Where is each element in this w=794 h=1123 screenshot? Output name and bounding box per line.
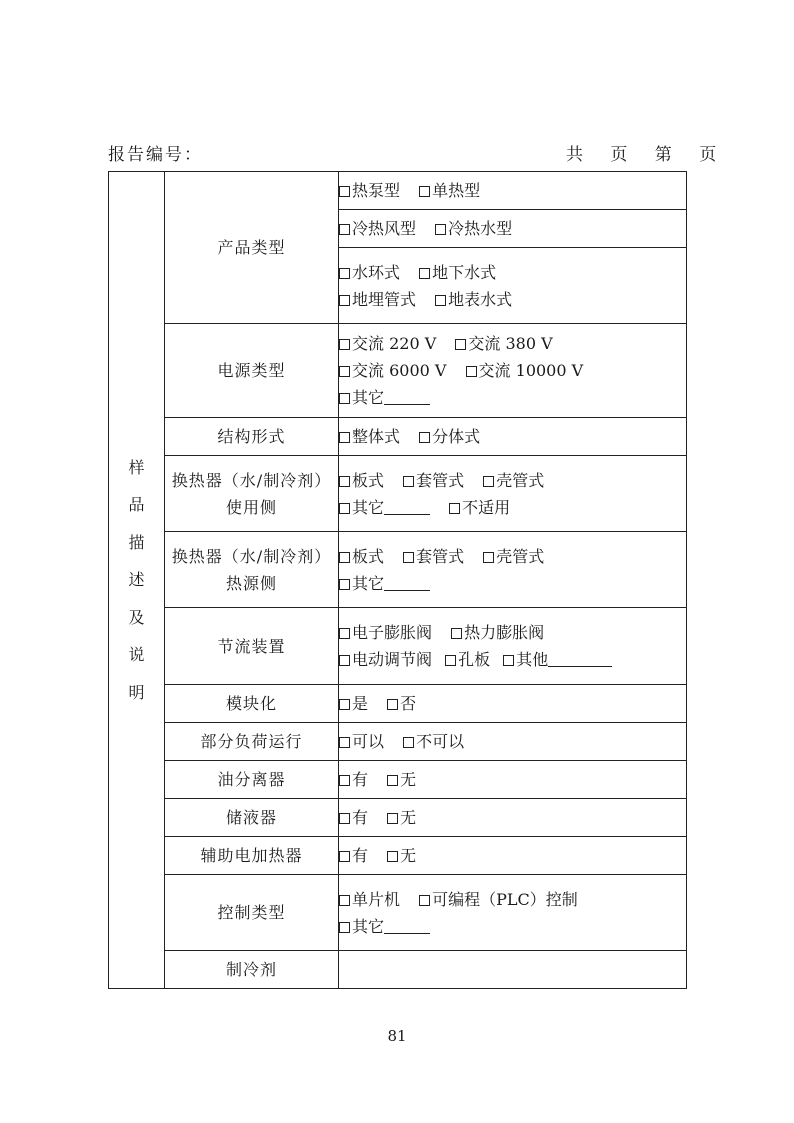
power-type-options — [339, 324, 687, 418]
checkbox[interactable] — [435, 224, 446, 235]
checkbox-option[interactable]: 不适用 — [449, 494, 510, 521]
checkbox-option[interactable]: 地下水式 — [419, 259, 496, 286]
checkbox-option[interactable]: 单热型 — [419, 177, 480, 204]
checkbox[interactable] — [339, 579, 350, 590]
checkbox-option[interactable]: 冷热风型 — [339, 215, 416, 242]
checkbox-option[interactable]: 地埋管式 — [339, 286, 416, 313]
checkbox[interactable] — [387, 851, 398, 862]
checkbox[interactable] — [503, 655, 514, 666]
checkbox-option[interactable]: 其它 — [339, 494, 430, 521]
checkbox[interactable] — [339, 186, 350, 197]
section-label: 样 品 描 述 及 说 明 — [128, 457, 145, 702]
page-number: 81 — [387, 1027, 407, 1045]
checkbox-option[interactable]: 可编程（PLC）控制 — [419, 886, 578, 913]
checkbox-option[interactable]: 否 — [387, 690, 416, 717]
checkbox[interactable] — [455, 339, 466, 350]
checkbox-option[interactable]: 板式 — [339, 467, 384, 494]
row-label-aux-heater: 辅助电加热器 — [165, 837, 339, 875]
checkbox-option[interactable]: 无 — [387, 804, 416, 831]
control-type-options — [339, 875, 687, 951]
checkbox[interactable] — [449, 503, 460, 514]
product-type-options-3 — [339, 248, 687, 324]
checkbox-option[interactable]: 整体式 — [339, 423, 400, 450]
fill-in-blank[interactable] — [548, 652, 612, 667]
checkbox-option[interactable]: 其它 — [339, 384, 430, 411]
refrigerant-value-field[interactable] — [339, 951, 687, 989]
checkbox-option[interactable]: 电动调节阀 — [339, 646, 432, 673]
checkbox[interactable] — [339, 699, 350, 710]
row-label-refrigerant: 制冷剂 — [165, 951, 339, 989]
checkbox[interactable] — [387, 813, 398, 824]
modular-options — [339, 685, 687, 723]
checkbox-option[interactable]: 冷热水型 — [435, 215, 512, 242]
checkbox-option[interactable]: 壳管式 — [483, 543, 544, 570]
row-label-power-type: 电源类型 — [165, 324, 339, 418]
checkbox[interactable] — [435, 295, 446, 306]
hx-use-side-options — [339, 456, 687, 532]
checkbox-option[interactable]: 单片机 — [339, 886, 400, 913]
checkbox[interactable] — [339, 295, 350, 306]
product-type-options-2 — [339, 210, 687, 248]
checkbox[interactable] — [339, 476, 350, 487]
checkbox-option[interactable]: 是 — [339, 690, 368, 717]
checkbox-option[interactable]: 有 — [339, 766, 368, 793]
checkbox-option[interactable]: 孔板 — [445, 646, 490, 673]
checkbox[interactable] — [419, 268, 430, 279]
checkbox[interactable] — [339, 432, 350, 443]
checkbox[interactable] — [339, 922, 350, 933]
row-label-structure: 结构形式 — [165, 418, 339, 456]
checkbox[interactable] — [419, 895, 430, 906]
aux-heater-options — [339, 837, 687, 875]
part-load-options — [339, 723, 687, 761]
checkbox-option[interactable]: 交流 10000 V — [466, 357, 584, 384]
checkbox[interactable] — [451, 628, 462, 639]
row-label-hx-source-side: 换热器（水/制冷剂） 热源侧 — [165, 532, 339, 608]
checkbox[interactable] — [339, 503, 350, 514]
fill-in-blank[interactable] — [384, 390, 430, 405]
checkbox-option[interactable]: 可以 — [339, 728, 384, 755]
checkbox[interactable] — [339, 895, 350, 906]
checkbox[interactable] — [339, 775, 350, 786]
page-count-label: 共 页 第 页 — [566, 145, 723, 165]
fill-in-blank[interactable] — [384, 919, 430, 934]
checkbox[interactable] — [483, 552, 494, 563]
structure-options — [339, 418, 687, 456]
checkbox[interactable] — [387, 699, 398, 710]
row-label-modular: 模块化 — [165, 685, 339, 723]
checkbox-option[interactable]: 套管式 — [403, 467, 464, 494]
row-label-throttle: 节流装置 — [165, 608, 339, 685]
checkbox[interactable] — [466, 366, 477, 377]
checkbox[interactable] — [339, 552, 350, 563]
checkbox[interactable] — [403, 737, 414, 748]
checkbox[interactable] — [339, 737, 350, 748]
checkbox-option[interactable]: 其它 — [339, 913, 430, 940]
checkbox-option[interactable]: 地表水式 — [435, 286, 512, 313]
checkbox[interactable] — [419, 186, 430, 197]
checkbox[interactable] — [339, 224, 350, 235]
checkbox-option[interactable]: 电子膨胀阀 — [339, 619, 432, 646]
checkbox-option[interactable]: 其它 — [339, 570, 430, 597]
checkbox[interactable] — [339, 339, 350, 350]
oil-separator-options — [339, 761, 687, 799]
throttle-options — [339, 608, 687, 685]
receiver-options — [339, 799, 687, 837]
section-label-cell — [109, 172, 165, 989]
checkbox[interactable] — [445, 655, 456, 666]
checkbox[interactable] — [339, 851, 350, 862]
checkbox-option[interactable]: 套管式 — [403, 543, 464, 570]
checkbox-option[interactable]: 交流 6000 V — [339, 357, 446, 384]
checkbox-option[interactable]: 水环式 — [339, 259, 400, 286]
checkbox-option[interactable]: 不可以 — [403, 728, 464, 755]
row-label-oil-separator: 油分离器 — [165, 761, 339, 799]
hx-source-side-options — [339, 532, 687, 608]
checkbox[interactable] — [339, 628, 350, 639]
sample-description-table — [108, 171, 687, 989]
checkbox-option[interactable]: 热力膨胀阀 — [451, 619, 544, 646]
checkbox-option[interactable]: 板式 — [339, 543, 384, 570]
product-type-options-1 — [339, 172, 687, 210]
row-label-receiver: 储液器 — [165, 799, 339, 837]
checkbox[interactable] — [419, 432, 430, 443]
checkbox-option[interactable]: 无 — [387, 842, 416, 869]
row-label-control-type: 控制类型 — [165, 875, 339, 951]
checkbox[interactable] — [483, 476, 494, 487]
checkbox-option[interactable]: 分体式 — [419, 423, 480, 450]
fill-in-blank[interactable] — [384, 576, 430, 591]
checkbox[interactable] — [339, 393, 350, 404]
checkbox[interactable] — [339, 655, 350, 666]
checkbox[interactable] — [339, 268, 350, 279]
checkbox[interactable] — [403, 552, 414, 563]
checkbox[interactable] — [339, 366, 350, 377]
row-label-part-load: 部分负荷运行 — [165, 723, 339, 761]
checkbox-option[interactable]: 交流 220 V — [339, 330, 436, 357]
fill-in-blank[interactable] — [384, 500, 430, 515]
checkbox-option[interactable]: 无 — [387, 766, 416, 793]
row-label-hx-use-side: 换热器（水/制冷剂） 使用侧 — [165, 456, 339, 532]
checkbox-option[interactable]: 热泵型 — [339, 177, 400, 204]
checkbox-option[interactable]: 有 — [339, 804, 368, 831]
checkbox-option[interactable]: 交流 380 V — [455, 330, 552, 357]
checkbox[interactable] — [387, 775, 398, 786]
row-label-product-type: 产品类型 — [165, 172, 339, 324]
checkbox-option[interactable]: 壳管式 — [483, 467, 544, 494]
checkbox-option[interactable]: 其他 — [503, 646, 612, 673]
report-number-label: 报告编号： — [108, 145, 203, 165]
checkbox-option[interactable]: 有 — [339, 842, 368, 869]
checkbox[interactable] — [339, 813, 350, 824]
checkbox[interactable] — [403, 476, 414, 487]
